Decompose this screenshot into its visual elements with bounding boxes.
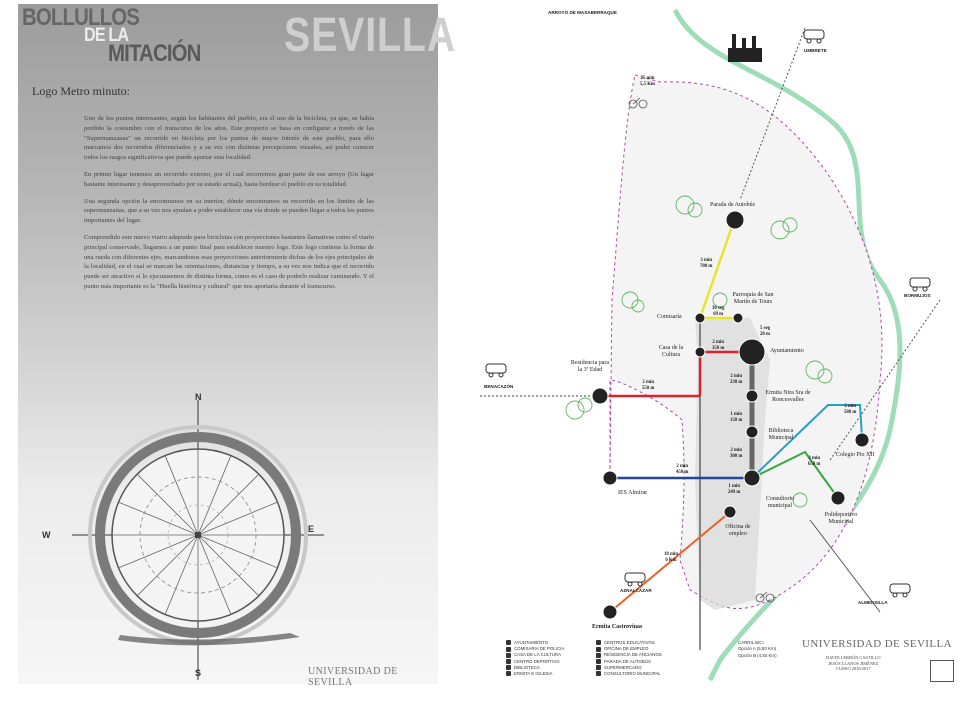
node-oficina xyxy=(724,506,736,518)
paragraph-1: Uno de los puntos interesantes, según los habitantes del pueblo, era el uso de la bicicleta, ya que, se había perdido la costumbre con el transcurso de los años. Este proyecto se basa en configurar a través de las "Supermanzanas" un recorrido en bicicleta por los puntos de mayor interés de este pueblo, para ello marcamos dos recorridos diferenciados y a su vez con distintas percepciones visuales, así poder conocer todos los rasgos significativos que puede aportar esta localidad. xyxy=(84,115,374,162)
dist-parroquia: 30 seg 69 m xyxy=(712,306,725,317)
node-colegio xyxy=(855,433,869,447)
compass-north: N xyxy=(195,392,202,402)
title-line-1: BOLLULLOS xyxy=(22,4,140,31)
node-consultorio xyxy=(744,470,760,486)
factory-icon xyxy=(728,34,762,62)
dist-ayuntamiento: 5 seg 20 m xyxy=(760,326,770,337)
dist-colegio: 2 min 580 m xyxy=(844,404,857,415)
label-consultorio: Consultorio municipal xyxy=(765,496,795,509)
section-heading: Logo Metro minuto: xyxy=(32,84,130,98)
author-credits xyxy=(826,655,881,672)
road-almensilla xyxy=(810,520,880,612)
legend-icon xyxy=(596,653,601,658)
node-comisaria xyxy=(695,313,705,323)
bike-lane-options xyxy=(738,640,777,659)
dist-biblioteca: 1 min 150 m xyxy=(730,412,743,423)
legend-icon xyxy=(596,671,601,676)
legend-icon xyxy=(506,665,511,670)
university-label-left: UNIVERSIDAD DE SEVILLA xyxy=(308,666,398,688)
description-text xyxy=(84,114,374,299)
dist-oficina: 1 min 249 m xyxy=(728,484,741,495)
node-cultura xyxy=(695,347,705,357)
legend-column-2 xyxy=(596,640,662,677)
dist-ermita: 2 min 230 m xyxy=(730,374,743,385)
dist-top: 25 min 5,5 Km xyxy=(640,76,655,87)
node-ies xyxy=(603,471,617,485)
legend-column-1 xyxy=(506,640,564,677)
label-parroquia: Parroquia de San Martín de Tours xyxy=(732,292,774,305)
legend-icon xyxy=(596,640,601,645)
label-oficina: Oficina de empleo xyxy=(725,524,751,537)
dist-parada: 3 min 700 m xyxy=(700,258,713,269)
node-polideportivo xyxy=(831,491,845,505)
dist-castrovinas: 18 min 6 Km xyxy=(664,552,678,563)
legend-icon xyxy=(596,659,601,664)
legend-item: OFICINA DE EMPLEO xyxy=(596,646,662,652)
legend-icon xyxy=(596,665,601,670)
compass-east: E xyxy=(308,524,315,534)
car-icon-bormujos xyxy=(910,278,930,291)
dist-ies: 2 min 450 m xyxy=(676,464,689,475)
node-parroquia xyxy=(733,313,743,323)
road-label-top: ARROYO DE MASABERRAQUE xyxy=(548,10,617,15)
label-parada: Parada de Autobús xyxy=(710,202,755,208)
legend-item: SUPERMERCADO xyxy=(596,665,662,671)
legend-item: COMISARIA DE POLICIA xyxy=(506,646,564,652)
legend-item: CASA DE LA CULTURA xyxy=(506,652,564,658)
compass-west: W xyxy=(42,530,51,540)
legend-icon xyxy=(596,647,601,652)
node-ermita xyxy=(746,390,758,402)
credit-line: DAVID LERRÓN CASTILLO xyxy=(826,655,881,660)
bike-lane-option-b: Opción B (4,50 Km) xyxy=(738,652,777,658)
legend-icon xyxy=(506,640,511,645)
legend-item: CONSULTORIO MUNICIPAL xyxy=(596,671,662,677)
legend-item: PARADA DE AUTOBÚS xyxy=(596,659,662,665)
wheel-hub xyxy=(195,532,201,538)
paragraph-3: Una segunda opción la encontramos en su interior, dónde encontramos su recorrido en los límites de las supermanzanas, que a su vez nos ayudan a poder establecer una vía donde se pueden llegar a todos los puntos importantes del lugar. xyxy=(84,197,374,225)
legend-item: CENTROS EDUCATIVOS xyxy=(596,640,662,646)
car-icon-benacazon xyxy=(486,364,506,377)
road-label-umbrete: UMBRETE xyxy=(804,48,827,53)
node-ayuntamiento xyxy=(739,339,765,365)
label-ayuntamiento: Ayuntamiento xyxy=(770,348,804,354)
legend-item: RESIDENCIA DE ANCIANOS xyxy=(596,652,662,658)
car-icon-umbrete xyxy=(804,30,824,43)
legend-icon xyxy=(506,659,511,664)
road-label-bormujos: BORMUJOS xyxy=(904,293,931,298)
paragraph-4: Comprendido este nuevo viario adaptado para bicicletas con proyecciones bastantes llamativas como el viario principal conservado, llegamos a un punto final para establecer nuestro logo. Este logo contiene la forma de una rueda con diferentes ejes, marcandonos esas proyecciones anteriormente dichas de los ejes principales de la localidad, en el cual se marcan las orientaciones, distancias y tiempo, a su vez nos indica que el recorrido puede ser atractivo si lo ejecutasemos de distinta forma, como es el caso de poderlo realizar caminando. Y el punto más importante es la "Huella histórica y cultural" que nos aportaría durante el transcurso. xyxy=(84,233,374,290)
label-polideportivo: Polideportivo Municipal xyxy=(824,512,858,525)
label-castrovinas: Ermita Castrovinas xyxy=(592,624,643,630)
road-label-benacazon: BENACAZÓN xyxy=(484,384,514,389)
credit-line: JESÚS LLANOS JIMÉNEZ xyxy=(828,660,879,666)
label-ermita: Ermita Ntra Sra de Roncesvalles xyxy=(765,390,811,403)
bike-lane-title: CARRIL BICI xyxy=(738,640,764,645)
node-biblioteca xyxy=(746,426,758,438)
label-residencia: Residencia para la 3ª Edad xyxy=(570,360,610,373)
compass-wheel-logo xyxy=(0,390,420,690)
car-icon-aznalcazar xyxy=(625,573,645,586)
sevilla-watermark: SEVILLA xyxy=(284,9,456,62)
label-biblioteca: Biblioteca Municipal xyxy=(768,428,794,441)
car-icon-almensilla xyxy=(890,584,910,597)
label-comisaria: Comisaría xyxy=(657,314,682,320)
dist-cultura: 2 min 350 m xyxy=(712,340,725,351)
road-label-almensilla: ALMENSILLA xyxy=(858,600,888,605)
node-castrovinas xyxy=(603,605,617,619)
label-ies: IES Almirar xyxy=(618,490,648,496)
university-logo xyxy=(930,660,954,682)
label-cultura: Casa de la Cultura xyxy=(658,345,684,358)
legend-icon xyxy=(506,647,511,652)
compass-south: S xyxy=(195,668,202,678)
dist-residencia: 2 min 550 m xyxy=(642,380,655,391)
dist-polideportivo: 3 min 650 m xyxy=(808,456,821,467)
university-label-right: UNIVERSIDAD DE SEVILLA xyxy=(802,638,952,650)
node-residencia xyxy=(592,388,608,404)
bike-lane-option-a: Opción A (5,50 Km) xyxy=(738,646,777,652)
metro-minuto-map xyxy=(470,0,960,720)
legend-item: ERMITA E IGLESIA xyxy=(506,671,564,677)
title-line-2: DE LA xyxy=(84,25,129,46)
credit-line: CURSO 2016/2017 xyxy=(836,666,871,672)
legend-item: CENTRO DEPORTIVO xyxy=(506,659,564,665)
dist-consultorio: 2 min 300 m xyxy=(730,448,743,459)
paragraph-2: En primer lugar tenemos un recorrido externo, por el cual recorremos gran parte de ese arroyo (Un lugar bastante interesante y desaprovechado por su estado actual), hasta bordear el pueblo en su totalidad. xyxy=(84,170,374,188)
legend-item: BIBLIOTECA xyxy=(506,665,564,671)
label-colegio: Colegio Pio XII xyxy=(836,452,875,458)
legend-icon xyxy=(506,671,511,676)
legend-icon xyxy=(506,653,511,658)
node-parada-autobus xyxy=(726,211,744,229)
legend-item: AYUNTAMIENTO xyxy=(506,640,564,646)
title-line-3: MITACIÓN xyxy=(108,40,201,67)
road-label-aznalcazar: AZNALCÁZAR xyxy=(620,588,652,593)
